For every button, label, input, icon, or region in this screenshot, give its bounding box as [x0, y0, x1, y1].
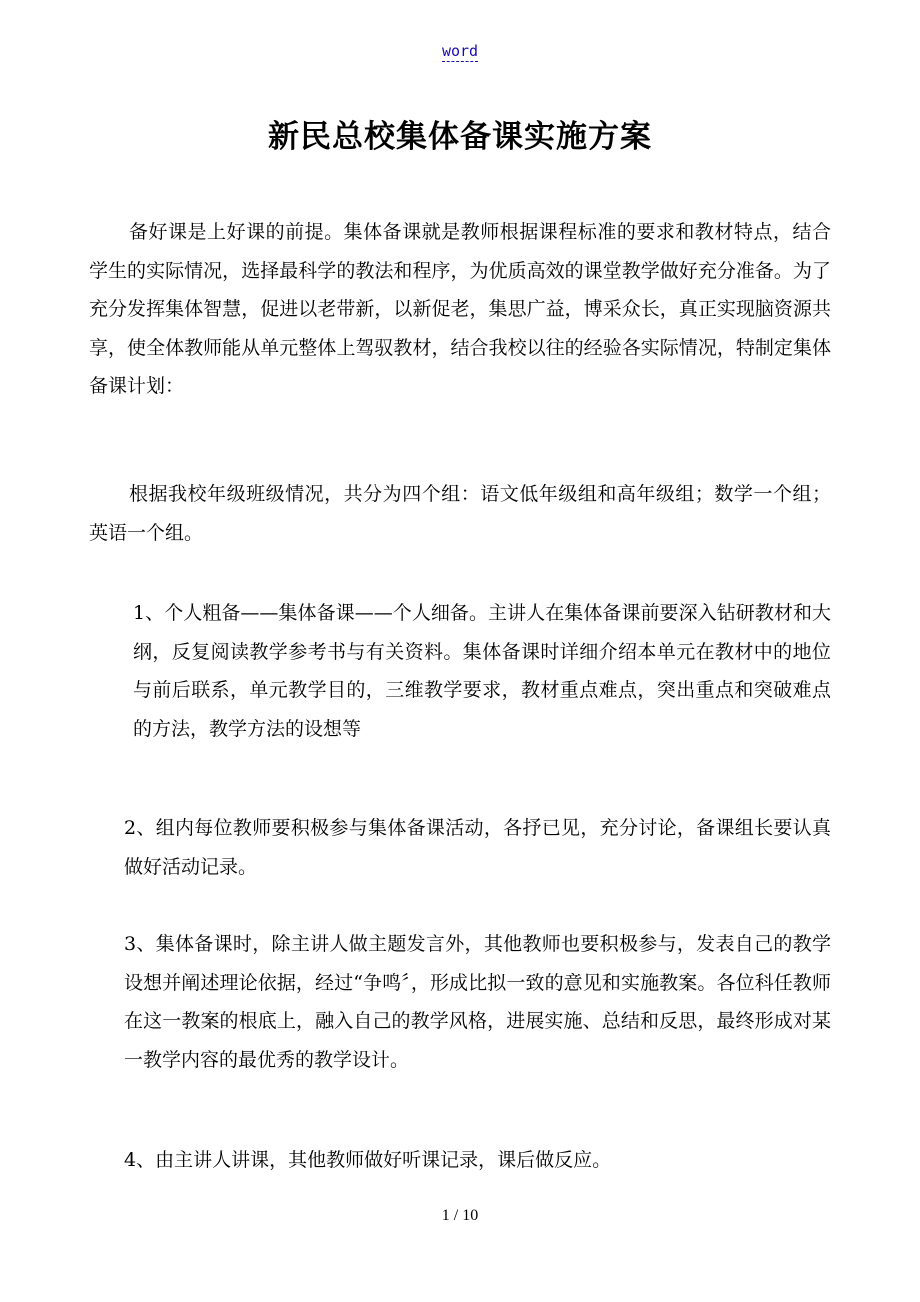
paragraph-item-4: 4、由主讲人讲课，其他教师做好听课记录，课后做反应。	[124, 1149, 612, 1171]
paragraph-item-1: 1、个人粗备——集体备课——个人细备。主讲人在集体备课前要深入钻研教材和大纲，反复阅读教学参考书与有关资料。集体备课时详细介绍本单元在教材中的地位与前后联系，单元教学目的，三维教学要求，教材重点难点，突出重点和突破难点的方法，教学方法的设想等	[133, 602, 831, 740]
document-title: 新民总校集体备课实施方案	[268, 119, 652, 155]
paragraph-item-2: 2、组内每位教师要积极参与集体备课活动，各抒已见，充分讨论，备课组长要认真做好活动记录。	[124, 817, 831, 878]
paragraph-intro: 备好课是上好课的前提。集体备课就是教师根据课程标准的要求和教材特点，结合学生的实际情况，选择最科学的教法和程序，为优质高效的课堂教学做好充分准备。为了充分发挥集体智慧，促进以老带新，以新促老，集思广益，博采众长，真正实现脑资源共享，使全体教师能从单元整体上驾驭教材，结合我校以往的经验各实际情况，特制定集体备课计划：	[89, 221, 831, 397]
page-number: 1 / 10	[441, 1207, 479, 1224]
page-header	[0, 40, 920, 62]
paragraph-item-3: 3、集体备课时，除主讲人做主题发言外，其他教师也要积极参与，发表自己的教学设想并阐述理论依据，经过“争鸣〞，形成比拟一致的意见和实施教案。各位科任教师在这一教案的根底上，融入自己的教学风格，进展实施、总结和反思，最终形成对某一教学内容的最优秀的教学设计。	[124, 933, 831, 1071]
paragraph-groups: 根据我校年级班级情况，共分为四个组：语文低年级组和高年级组；数学一个组；英语一个组。	[89, 483, 831, 544]
header-word-link[interactable]: word	[441, 42, 479, 60]
